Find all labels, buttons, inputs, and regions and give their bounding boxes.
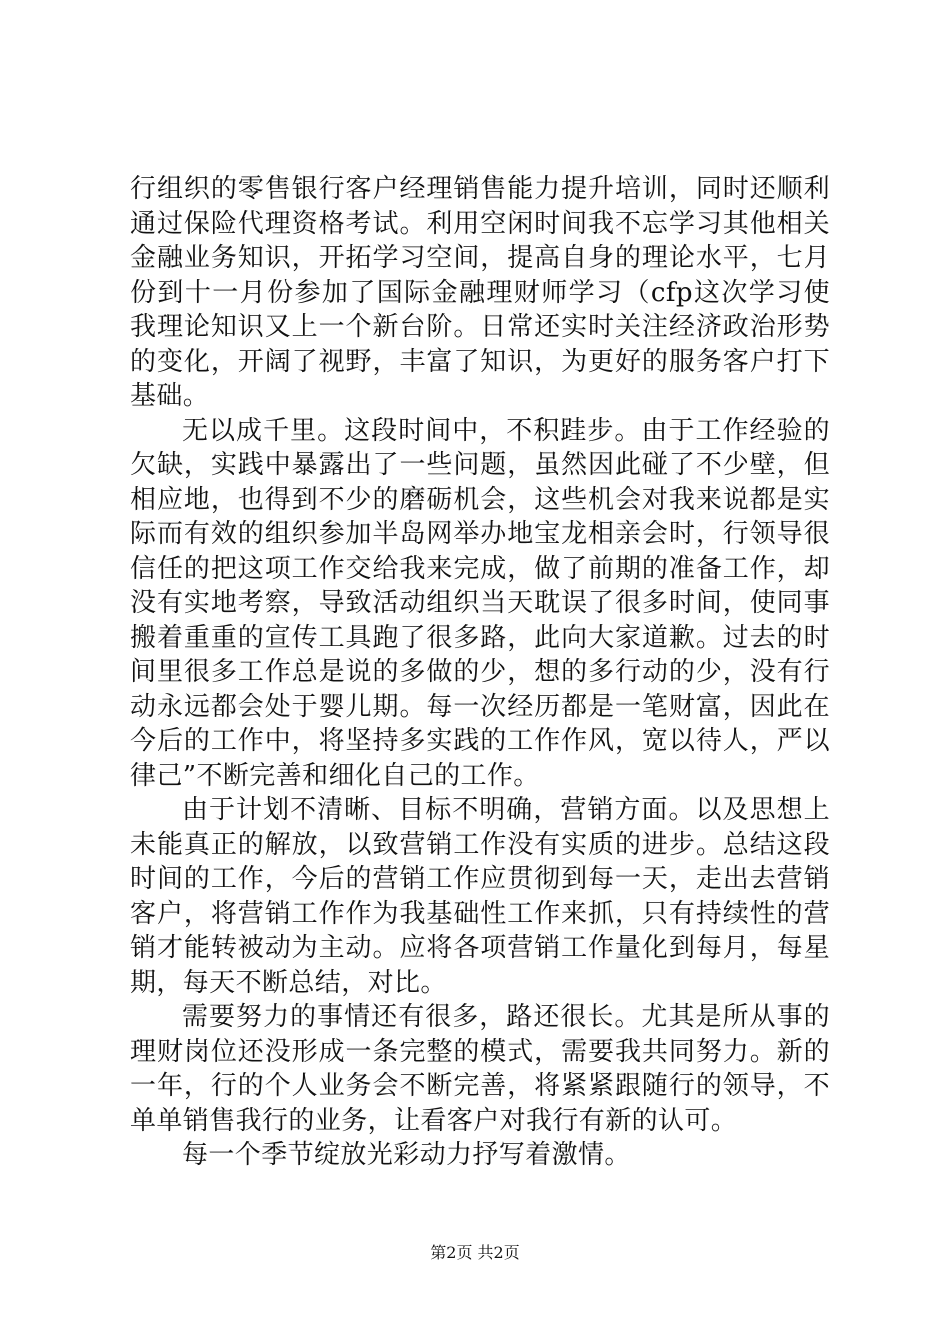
page-footer: 第2页 共2页: [430, 1243, 520, 1262]
paragraph-3: 由于计划不清晰、目标不明确，营销方面。以及思想上未能真正的解放，以致营销工作没有实质的进步。总结这段时间的工作，今后的营销工作应贯彻到每一天，走出去营销客户，将营销工作作为我基础性工作来抓，只有持续性的营销才能转被动为主动。应将各项营销工作量化到每月，每星期，每天不断总结，对比。: [130, 795, 830, 998]
paragraph-1: 行组织的零售银行客户经理销售能力提升培训，同时还顺利通过保险代理资格考试。利用空闲时间我不忘学习其他相关金融业务知识，开拓学习空间，提高自身的理论水平，七月份到十一月份参加了国际金融理财师学习（cfp这次学习使我理论知识又上一个新台阶。日常还实时关注经济政治形势的变化，开阔了视野，丰富了知识，为更好的服务客户打下基础。: [130, 174, 830, 411]
paragraph-4: 需要努力的事情还有很多，路还很长。尤其是所从事的理财岗位还没形成一条完整的模式，需要我共同努力。新的一年，行的个人业务会不断完善，将紧紧跟随行的领导，不单单销售我行的业务，让看客户对我行有新的认可。: [130, 1002, 830, 1136]
paragraph-2: 无以成千里。这段时间中，不积跬步。由于工作经验的欠缺，实践中暴露出了一些问题，虽然因此碰了不少壁，但相应地，也得到不少的磨砺机会，这些机会对我来说都是实际而有效的组织参加半岛网举办地宝龙相亲会时，行领导很信任的把这项工作交给我来完成，做了前期的准备工作，却没有实地考察，导致活动组织当天耽误了很多时间，使同事搬着重重的宣传工具跑了很多路，此向大家道歉。过去的时间里很多工作总是说的多做的少，想的多行动的少，没有行动永远都会处于婴儿期。每一次经历都是一笔财富，因此在今后的工作中，将坚持多实践的工作作风，宽以待人，严以律己”不断完善和细化自己的工作。: [130, 415, 830, 791]
paragraph-5: 每一个季节绽放光彩动力抒写着激情。: [182, 1140, 631, 1170]
document-body: [130, 172, 830, 1173]
